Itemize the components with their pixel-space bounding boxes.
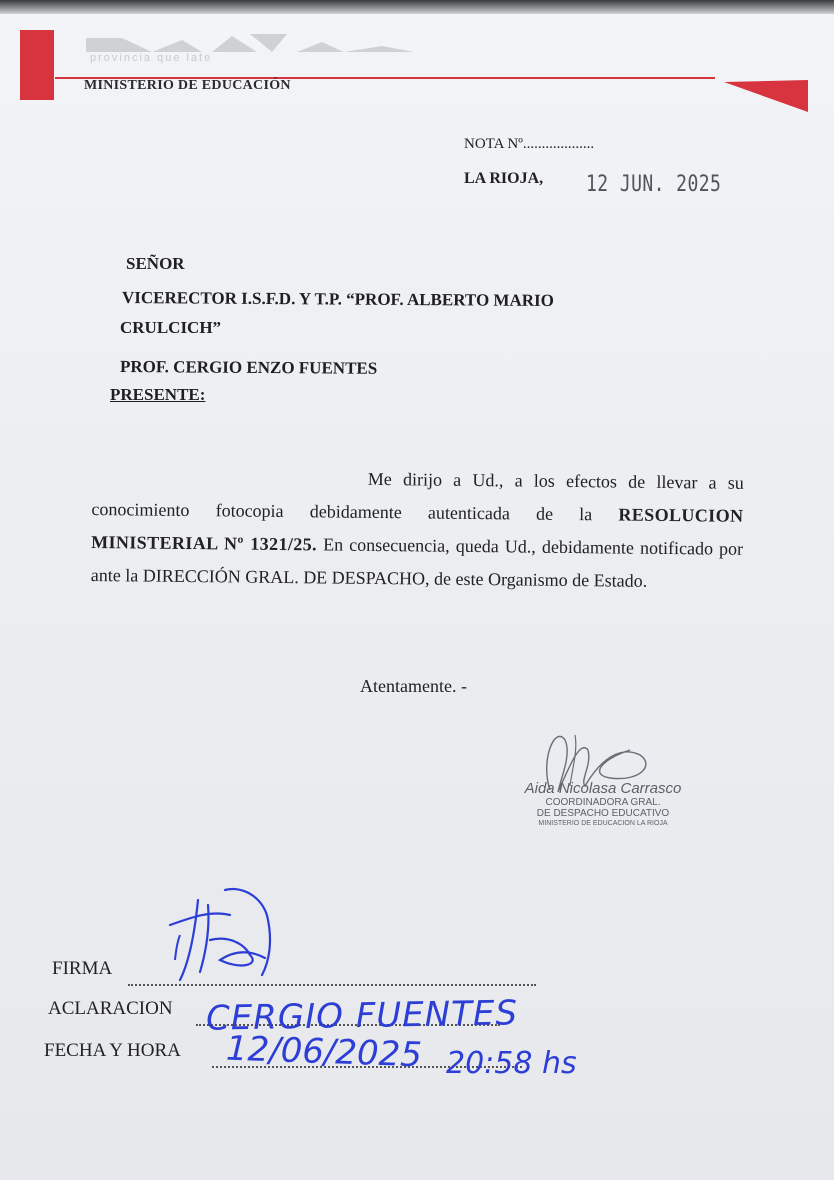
- signatory-name: Aida Nicolasa Carrasco: [524, 780, 682, 797]
- nota-number-line: [464, 136, 594, 153]
- ministry-name: MINISTERIO DE EDUCACIÓN: [84, 78, 291, 93]
- firma-label: FIRMA: [52, 958, 113, 979]
- body-part2: En consecuencia, queda Ud., debidamente notificado por ante la DIRECCIÓN GRAL. DE DESPACHO, de este Organismo de Estado.: [90, 534, 744, 591]
- addressee-name: PROF. CERGIO ENZO FUENTES: [119, 357, 378, 378]
- recipient-signature: [150, 880, 310, 990]
- body-part1: Me dirijo a Ud., a los efectos de llevar a su conocimiento fotocopia debidamente autenticada de la: [91, 468, 744, 525]
- aclaracion-handwritten: CERGIO FUENTES: [205, 993, 519, 1039]
- logo-tagline: provincia que late: [90, 52, 213, 64]
- place-label: LA RIOJA,: [464, 170, 544, 187]
- addressee-position: VICERECTOR I.S.F.D. Y T.P. “PROF. ALBERTO MARIO: [121, 288, 554, 311]
- date-stamp: 12 JUN. 2025: [586, 172, 722, 197]
- addressee-salutation: SEÑOR: [126, 254, 185, 273]
- nota-dots: ...................: [522, 136, 595, 152]
- resolution-number: RESOLUCION MINISTERIAL Nº 1321/25.: [91, 504, 744, 555]
- header-red-bar: [20, 30, 54, 100]
- addressee-position-cont: CRULCICH”: [120, 318, 222, 337]
- page-top-edge: [0, 0, 834, 14]
- closing: Atentamente. -: [360, 676, 467, 696]
- signatory-department: DE DESPACHO EDUCATIVO: [536, 808, 670, 819]
- signatory-title: COORDINADORA GRAL.: [545, 797, 661, 808]
- fecha-handwritten: 12/06/2025: [225, 1028, 423, 1076]
- nota-label: NOTA Nº: [464, 136, 523, 152]
- signatory-org: MINISTERIO DE EDUCACION LA RIOJA: [538, 820, 668, 827]
- fecha-label: FECHA Y HORA: [44, 1040, 181, 1061]
- hora-handwritten: 20:58 hs: [446, 1046, 577, 1081]
- aclaracion-label: ACLARACION: [48, 998, 173, 1019]
- signatory-stamp: [508, 780, 698, 828]
- header-red-wedge: [724, 80, 810, 114]
- body-paragraph: [91, 460, 744, 599]
- presente-label: PRESENTE:: [110, 385, 206, 404]
